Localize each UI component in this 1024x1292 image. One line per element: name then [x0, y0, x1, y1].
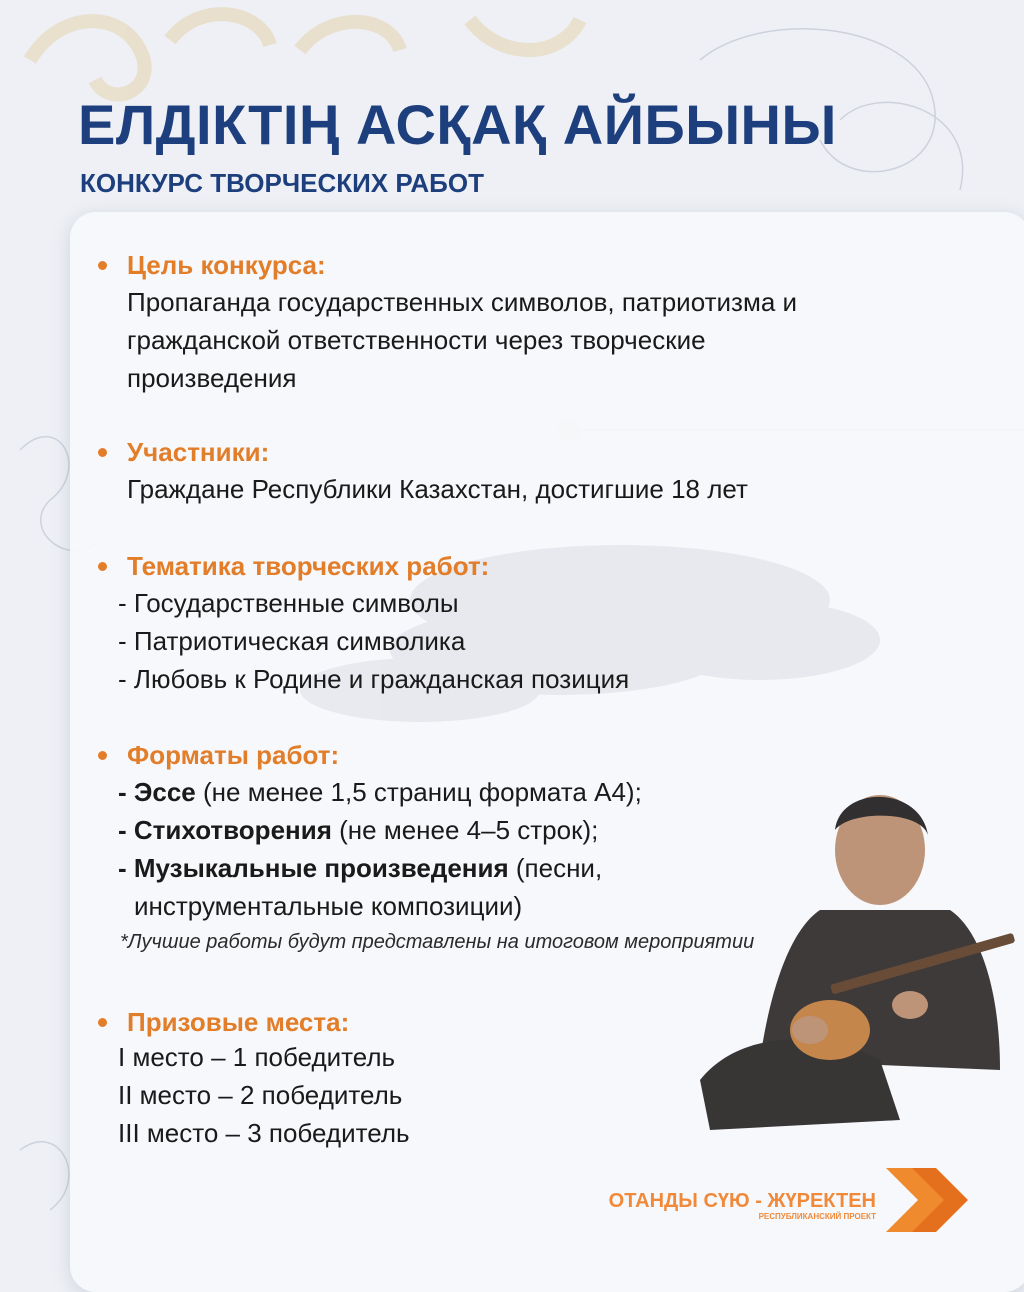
participants-text: Граждане Республики Казахстан, достигшие 18 лет — [127, 474, 748, 504]
theme-item: - Патриотическая символика — [118, 626, 466, 656]
participants-section — [98, 437, 748, 508]
format-continuation: инструментальные композиции) — [134, 891, 523, 921]
bullet-icon — [98, 751, 107, 760]
bullet-icon — [98, 562, 107, 571]
format-item: - Музыкальные произведения (песни, — [118, 853, 603, 883]
bullet-icon — [98, 261, 107, 270]
format-item: - Стихотворения (не менее 4–5 строк); — [118, 815, 599, 845]
page-subtitle: КОНКУРС ТВОРЧЕСКИХ РАБОТ — [80, 168, 484, 198]
goal-line: Пропаганда государственных символов, патриотизма и — [127, 287, 798, 317]
brand-subtitle: РЕСПУБЛИКАНСКИЙ ПРОЕКТ — [758, 1212, 876, 1221]
goal-line: произведения — [127, 363, 297, 393]
bullet-icon — [98, 448, 107, 457]
theme-item: - Любовь к Родине и гражданская позиция — [118, 664, 630, 694]
theme-item: - Государственные символы — [118, 588, 459, 618]
musician-photo — [680, 760, 1020, 1160]
formats-section — [98, 740, 754, 957]
prize-item: III место – 3 победитель — [118, 1118, 410, 1148]
formats-note: *Лучшие работы будут представлены на итоговом мероприятии — [120, 931, 755, 953]
prize-item: I место – 1 победитель — [118, 1042, 396, 1072]
brand-logo — [606, 1190, 876, 1221]
format-item: - Эссе (не менее 1,5 страниц формата А4); — [118, 777, 642, 807]
prizes-section — [98, 1007, 410, 1152]
goal-section — [98, 250, 797, 397]
bullet-icon — [98, 1018, 107, 1027]
prize-item: II место – 2 победитель — [118, 1080, 403, 1110]
participants-heading: Участники: — [127, 437, 270, 467]
goal-line: гражданской ответственности через творческие — [127, 325, 706, 355]
brand-name: ОТАНДЫ СҮЮ - ЖҮРЕКТЕН — [608, 1190, 876, 1212]
goal-heading: Цель конкурса: — [127, 250, 326, 280]
chevron-right-icon — [880, 1164, 970, 1236]
prizes-heading: Призовые места: — [127, 1007, 350, 1037]
formats-heading: Форматы работ: — [127, 740, 340, 770]
themes-section — [98, 551, 629, 698]
themes-heading: Тематика творческих работ: — [127, 551, 490, 581]
page-title: ЕЛДІКТІҢ АСҚАҚ АЙБЫНЫ — [78, 93, 837, 156]
